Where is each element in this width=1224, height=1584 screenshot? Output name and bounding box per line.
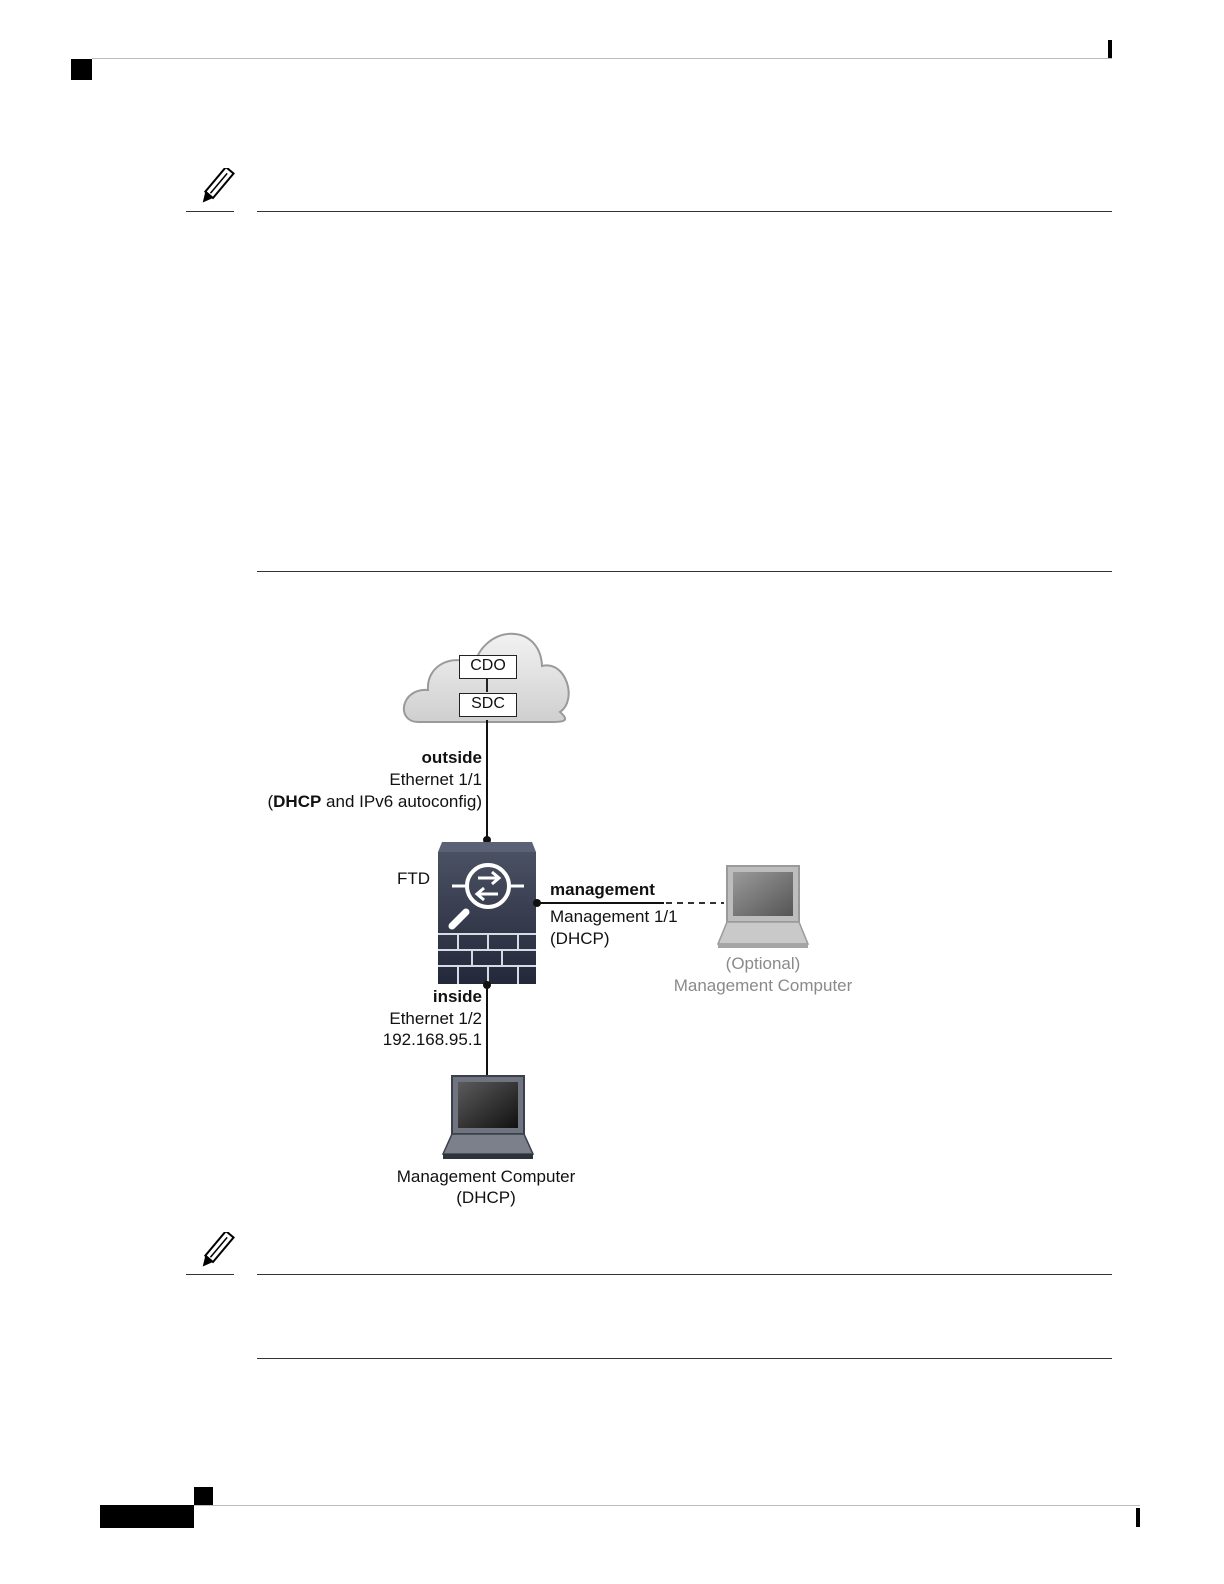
inside-interface-name: inside [432,987,482,1006]
optional-computer-label: (Optional) [725,954,801,973]
management-interface-addressing: (DHCP) [550,929,610,948]
inside-interface-id: Ethernet 1/2 [389,1009,482,1028]
ftd-firewall-icon [438,842,536,984]
note-rule-left [186,211,234,212]
sdc-box: SDC [459,693,517,717]
optional-laptop-icon [718,866,808,948]
footer-right-marker [1136,1508,1140,1527]
note-rule-top [257,1274,1112,1275]
management-interface-id: Management 1/1 [550,907,678,926]
management-computer-addressing: (DHCP) [456,1188,516,1207]
footer-tab [100,1505,194,1528]
note-rule-left [186,1274,234,1275]
note-rule-top [257,211,1112,212]
note-rule-bottom [257,571,1112,572]
management-computer-name: Management Computer [396,1167,576,1186]
note-pencil-icon [196,1232,238,1270]
header-right-marker [1108,40,1112,58]
inside-interface-address: 192.168.95.1 [382,1030,482,1049]
header-corner-marker [71,59,92,80]
outside-interface-addressing: (DHCP and IPv6 autoconfig) [267,792,482,811]
management-laptop-icon [443,1076,533,1159]
note-rule-bottom [257,1358,1112,1359]
footer-corner-marker [194,1487,213,1505]
ftd-label: FTD [397,869,431,888]
note-pencil-icon [196,168,238,206]
outside-interface-name: outside [421,748,482,767]
cdo-box: CDO [459,655,517,679]
footer-rule [194,1505,1140,1506]
optional-computer-name: Management Computer [673,976,853,995]
outside-interface-id: Ethernet 1/1 [389,770,482,789]
management-interface-name: management [550,880,655,899]
header-rule [92,58,1112,59]
